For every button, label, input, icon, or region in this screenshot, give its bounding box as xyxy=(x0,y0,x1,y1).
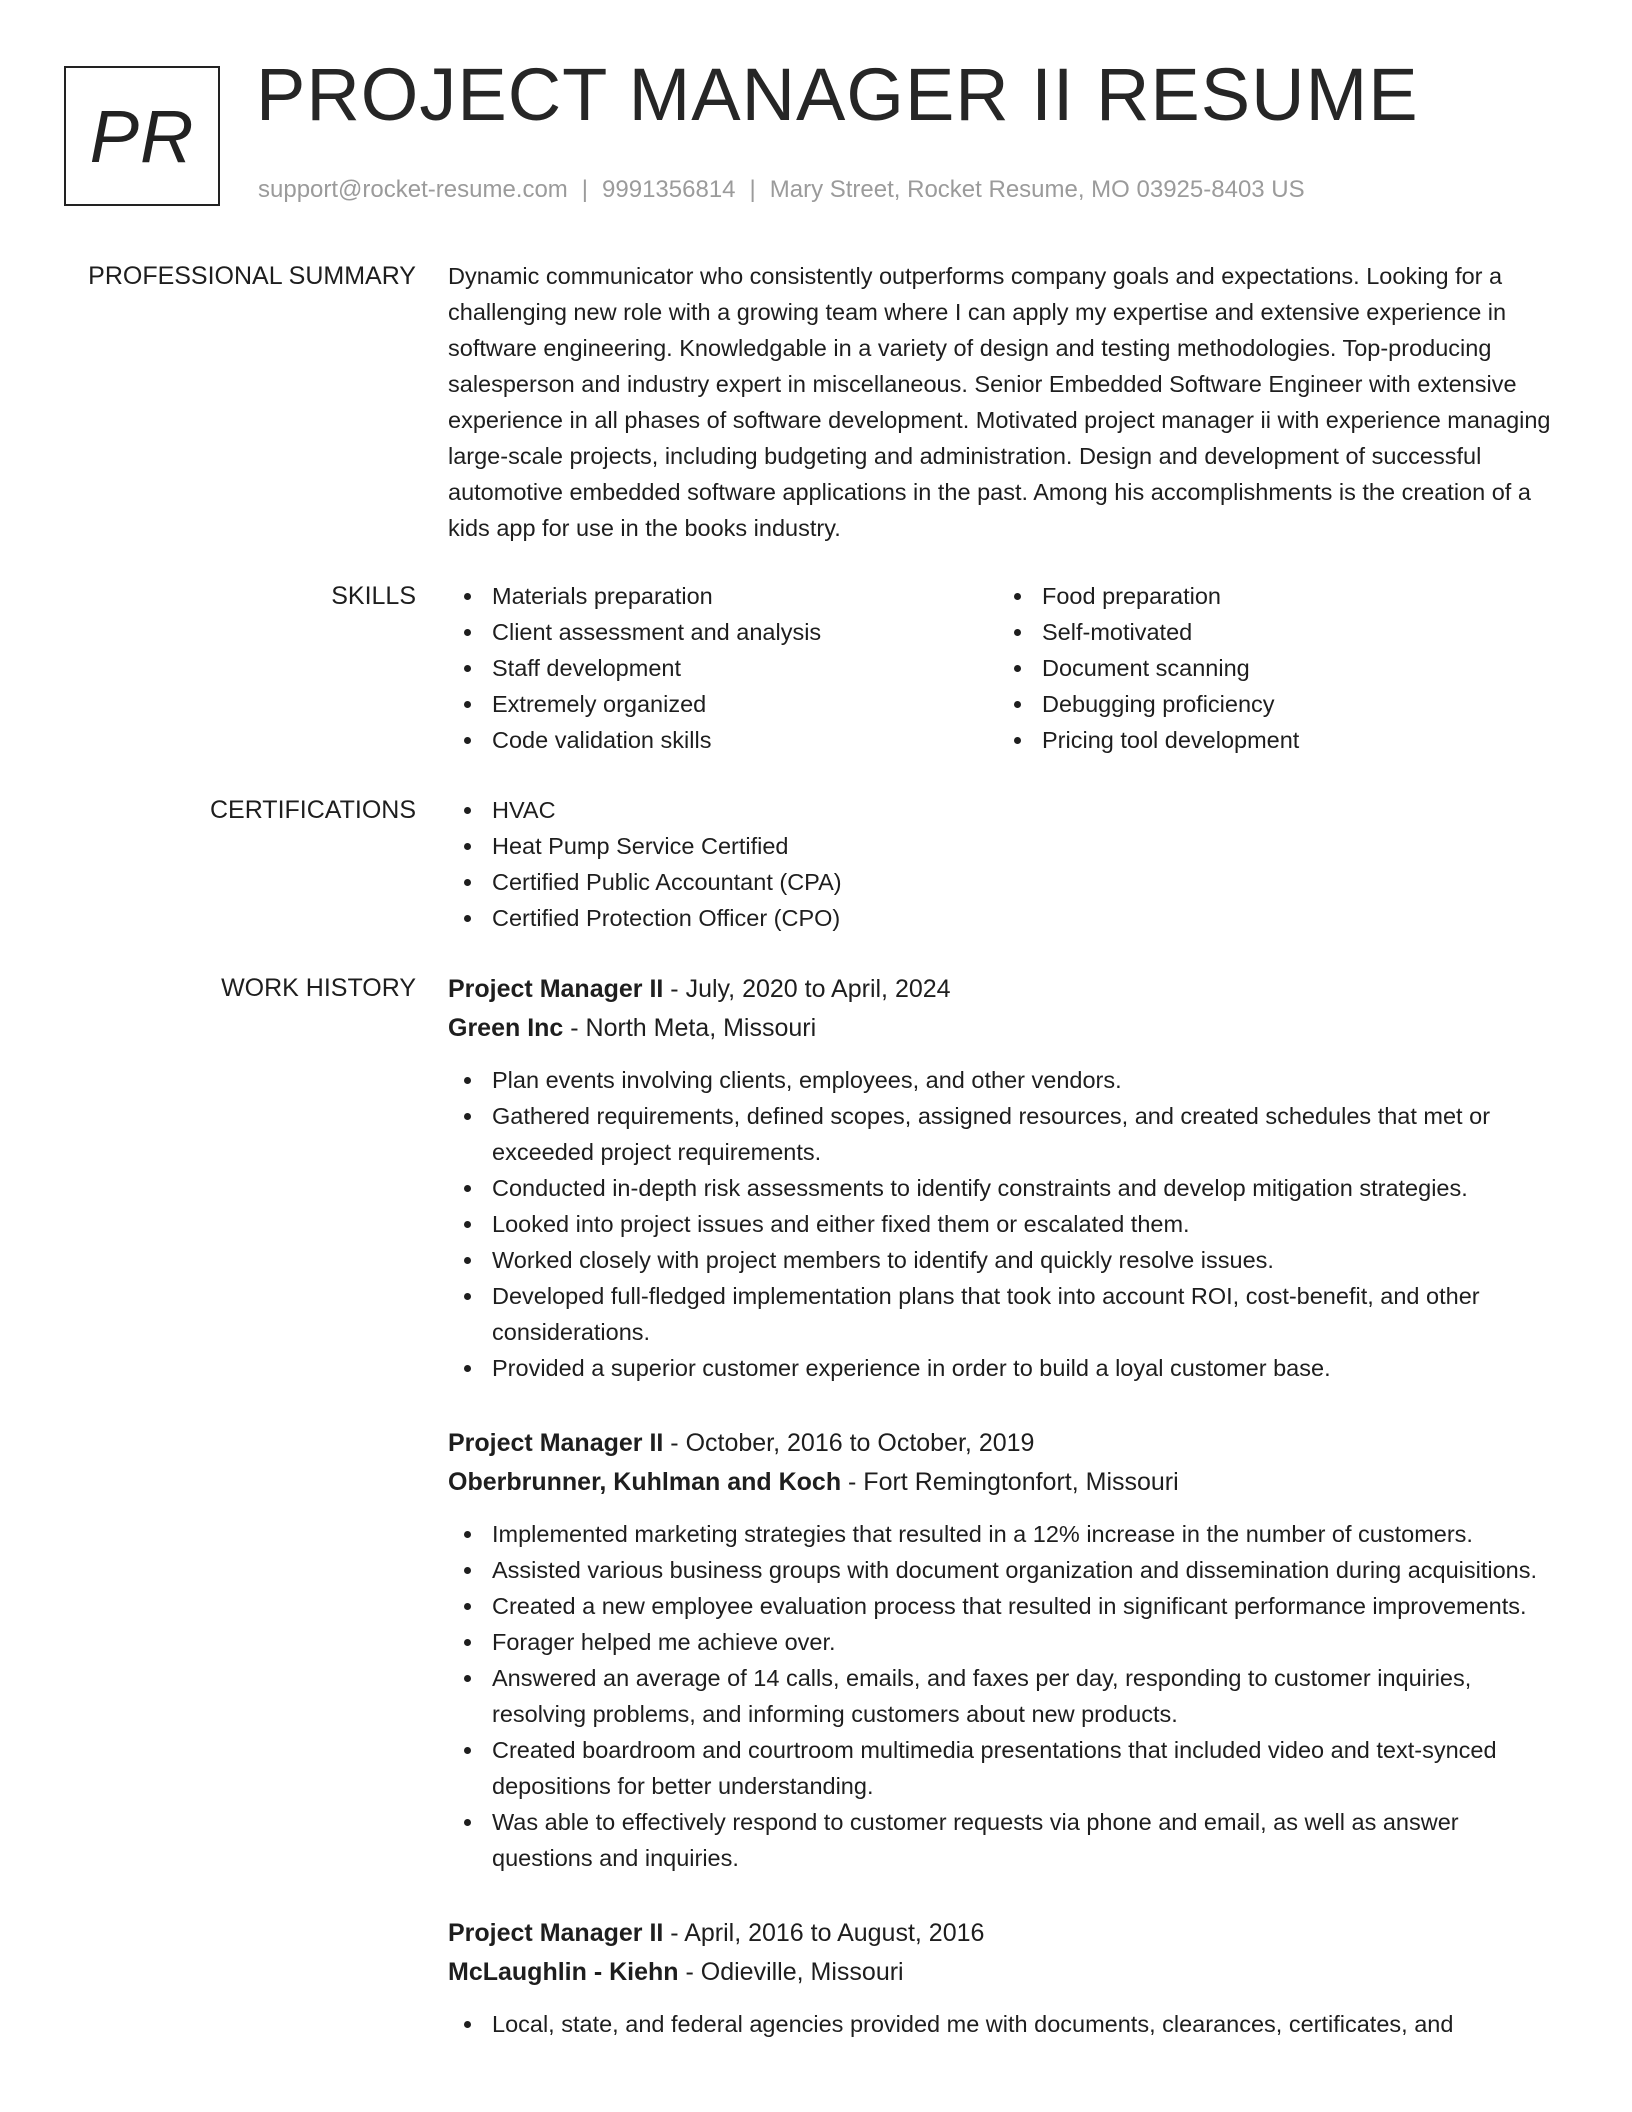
job-bullets xyxy=(448,1516,1560,1876)
job-bullet: Implemented marketing strategies that resulted in a 12% increase in the number of customers. xyxy=(448,1516,1560,1552)
contact-separator: | xyxy=(749,176,756,203)
job-bullets xyxy=(448,1062,1560,1386)
job-bullet: Answered an average of 14 calls, emails, and faxes per day, responding to customer inquiries, resolving problems, and informing customers about new products. xyxy=(448,1660,1560,1732)
skill-item: Pricing tool development xyxy=(998,722,1548,758)
job-bullet: Provided a superior customer experience in order to build a loyal customer base. xyxy=(448,1350,1560,1386)
certifications-body xyxy=(448,792,1560,936)
skill-item: Staff development xyxy=(448,650,998,686)
job-company: Green Inc xyxy=(448,1014,564,1042)
skill-item: Debugging proficiency xyxy=(998,686,1548,722)
job-entry xyxy=(448,1424,1560,1876)
job-bullet: Created boardroom and courtroom multimedia presentations that included video and text-synced depositions for better understanding. xyxy=(448,1732,1560,1804)
skills-list-left xyxy=(448,578,998,758)
job-bullet: Developed full-fledged implementation plans that took into account ROI, cost-benefit, and other considerations. xyxy=(448,1278,1560,1350)
skill-item: Food preparation xyxy=(998,578,1548,614)
job-title: Project Manager II xyxy=(448,1429,664,1457)
job-bullet: Looked into project issues and either fixed them or escalated them. xyxy=(448,1206,1560,1242)
job-dates: - July, 2020 to April, 2024 xyxy=(663,975,951,1003)
job-title: Project Manager II xyxy=(448,975,664,1003)
summary-text: Dynamic communicator who consistently outperforms company goals and expectations. Looking for a challenging new role with a growing team where I can apply my expertise and extensive experience in software engineering. Knowledgable in a variety of design and testing methodologies. Top-producing salesperson and industry expert in miscellaneous. Senior Embedded Software Engineer with extensive experience in all phases of software development. Motivated project manager ii with experience managing large-scale projects, including budgeting and administration. Design and development of successful automotive embedded software applications in the past. Among his accomplishments is the creation of a kids app for use in the books industry. xyxy=(448,263,1551,541)
certification-item: Heat Pump Service Certified xyxy=(448,828,1560,864)
contact-phone: 9991356814 xyxy=(602,176,736,203)
job-bullet: Worked closely with project members to identify and quickly resolve issues. xyxy=(448,1242,1560,1278)
skill-item: Materials preparation xyxy=(448,578,998,614)
job-title-line xyxy=(448,1424,1560,1463)
job-bullet: Plan events involving clients, employees, and other vendors. xyxy=(448,1062,1560,1098)
job-company-line xyxy=(448,1463,1560,1502)
page-title: PROJECT MANAGER II RESUME xyxy=(256,53,1419,136)
job-title-line xyxy=(448,1914,1560,1953)
job-company: McLaughlin - Kiehn xyxy=(448,1958,679,1986)
job-bullet: Conducted in-depth risk assessments to identify constraints and develop mitigation strategies. xyxy=(448,1170,1560,1206)
contact-email: support@rocket-resume.com xyxy=(258,176,568,203)
work-history-body xyxy=(448,970,1560,2080)
contact-address: Mary Street, Rocket Resume, MO 03925-8403 US xyxy=(769,176,1305,203)
job-bullet: Local, state, and federal agencies provided me with documents, clearances, certificates, and xyxy=(448,2006,1560,2042)
summary-body xyxy=(448,258,1560,546)
skill-item: Document scanning xyxy=(998,650,1548,686)
certifications-label: CERTIFICATIONS xyxy=(209,796,416,824)
monogram-text: PR xyxy=(89,94,195,178)
job-location: - Odieville, Missouri xyxy=(678,1958,904,1986)
job-location: - North Meta, Missouri xyxy=(563,1014,817,1042)
job-company-line xyxy=(448,1953,1560,1992)
certification-item: Certified Protection Officer (CPO) xyxy=(448,900,1560,936)
contact-line xyxy=(258,176,1305,204)
summary-label: PROFESSIONAL SUMMARY xyxy=(88,262,416,290)
job-entry xyxy=(448,1914,1560,2042)
work-history-label: WORK HISTORY xyxy=(221,974,416,1002)
job-entry xyxy=(448,970,1560,1386)
job-company-line xyxy=(448,1009,1560,1048)
skill-item: Client assessment and analysis xyxy=(448,614,998,650)
skills-label: SKILLS xyxy=(331,582,416,610)
skill-item: Code validation skills xyxy=(448,722,998,758)
monogram-logo xyxy=(64,66,220,206)
skill-item: Self-motivated xyxy=(998,614,1548,650)
job-company: Oberbrunner, Kuhlman and Koch xyxy=(448,1468,842,1496)
job-bullet: Was able to effectively respond to customer requests via phone and email, as well as answer questions and inquiries. xyxy=(448,1804,1560,1876)
job-dates: - October, 2016 to October, 2019 xyxy=(663,1429,1035,1457)
certification-item: HVAC xyxy=(448,792,1560,828)
job-bullet: Assisted various business groups with document organization and dissemination during acquisitions. xyxy=(448,1552,1560,1588)
certification-item: Certified Public Accountant (CPA) xyxy=(448,864,1560,900)
skills-grid xyxy=(448,578,1560,758)
job-bullet: Created a new employee evaluation process that resulted in significant performance improvements. xyxy=(448,1588,1560,1624)
certifications-list xyxy=(448,792,1560,936)
job-bullets xyxy=(448,2006,1560,2042)
job-bullet: Gathered requirements, defined scopes, assigned resources, and created schedules that met or exceeded project requirements. xyxy=(448,1098,1560,1170)
job-title: Project Manager II xyxy=(448,1919,664,1947)
skills-list-right xyxy=(998,578,1548,758)
job-location: - Fort Remingtonfort, Missouri xyxy=(841,1468,1179,1496)
job-title-line xyxy=(448,970,1560,1009)
job-bullet: Forager helped me achieve over. xyxy=(448,1624,1560,1660)
job-dates: - April, 2016 to August, 2016 xyxy=(663,1919,985,1947)
skill-item: Extremely organized xyxy=(448,686,998,722)
contact-separator: | xyxy=(581,176,589,203)
